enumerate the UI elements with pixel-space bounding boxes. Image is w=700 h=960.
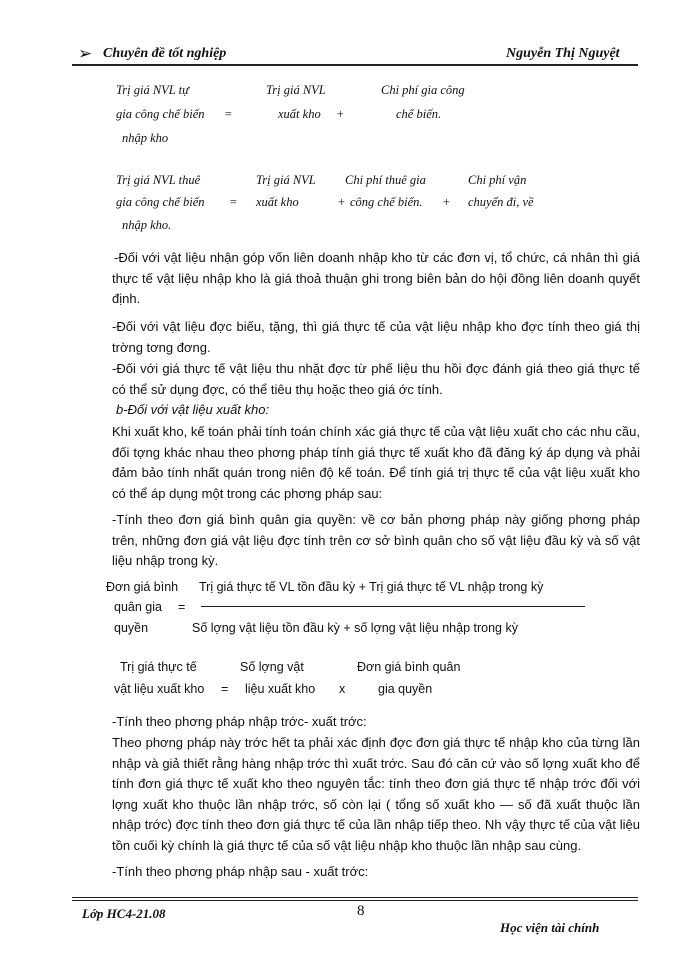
formula-equals: =	[178, 600, 186, 614]
footer-rule	[72, 900, 638, 901]
formula-numerator: Trị giá thực tế VL tồn đầu kỳ + Trị giá thực tế VL nhập trong kỳ	[199, 580, 544, 594]
formula-term: Chi phí gia công	[381, 83, 465, 97]
formula-term: Trị giá NVL	[256, 173, 316, 187]
header-arrow-icon: ➢	[78, 44, 93, 64]
formula-lhs-line: quân gia	[114, 600, 162, 614]
formula-lhs-line: vật liệu xuất kho	[114, 682, 205, 696]
formula-equals: =	[229, 195, 238, 209]
formula-lhs-line: nhập kho.	[122, 218, 172, 232]
formula-equals: =	[224, 107, 233, 121]
paragraph-fifo-heading: -Tính theo phơng pháp nhập trớc- xuất trớc:	[112, 714, 367, 729]
paragraph-binh-quan: -Tính theo đơn giá bình quân gia quyền: về cơ bản phơng pháp này giống phơng pháp trên, những đơn giá vật liệu đợc tính trên cơ sở bình quân cho số vật liệu đầu kỳ và số vật liệu nhập trong kỳ.	[112, 512, 640, 569]
page-number: 8	[357, 903, 365, 919]
formula-equals: =	[221, 682, 229, 696]
formula-term: Trị giá NVL	[266, 83, 326, 97]
formula-lhs-line: gia công chế biến	[116, 107, 205, 121]
header-title: Chuyên đề tốt nghiệp	[103, 46, 227, 61]
formula-term: chuyển đi, về	[468, 195, 534, 209]
formula-lhs-line: gia công chế biến	[116, 195, 205, 209]
formula-term: gia quyền	[378, 682, 433, 696]
formula-term: Đơn giá bình quân	[357, 660, 461, 674]
paragraph-bieu-tang: -Đối với vật liệu đợc biếu, tặng, thì giá thực tế của vật liệu nhập kho đợc tính theo giá thị trờng tơng đơng.	[112, 319, 640, 355]
formula-term: liệu xuất kho	[245, 682, 316, 696]
formula-term: Số lợng vật	[240, 660, 304, 674]
formula-lhs-line: Trị giá NVL thuê	[116, 173, 201, 187]
formula-term: Chi phí vận	[468, 173, 527, 187]
formula-term: xuất kho	[256, 195, 299, 209]
formula-term: công chế biến.	[350, 195, 423, 209]
formula-lhs-line: Trị giá NVL tự	[116, 83, 189, 97]
paragraph-lifo-heading: -Tính theo phơng pháp nhập sau - xuất trớc:	[112, 864, 369, 879]
formula-lhs-line: Trị giá thực tế	[120, 660, 197, 674]
footer-rule	[72, 897, 638, 898]
paragraph-fifo-detail: Theo phơng pháp này trớc hết ta phải xác định đợc đơn giá thực tế nhập kho của từng lần nhập và giả thiết rằng hàng nhập trớc thì xuất trớc. Sau đó căn cứ vào số lợng xuất kho để tính đơn giá thực tế xuất kho theo nguyên tắc: tính theo đơn giá thực tế nhập trớc đối với lợng xuất kho thuộc lần nhập trớc, số còn lại ( tổng số xuất kho — số đã xuất thuộc lần nhập trớc) đợc tính theo đơn giá thực tế của lần nhập tiếp theo. Nh vậy thực tế của vật liệu tồn cuối kỳ chính là giá thực tế của số vật liệu nhập kho thuộc lần nhập sau cùng.	[112, 735, 640, 853]
paragraph-xuat-kho-intro: Khi xuất kho, kế toán phải tính toán chính xác giá thực tế của vật liệu xuất cho các nhu cầu, đối tợng khác nhau theo phơng pháp tính giá thực tế xuất kho đã đăng ký áp dụng và phải đảm bảo tính nhất quán trong niên độ kế toán. Để tính giá trị thực tế của vật liệu xuất kho có thể áp dụng một trong các phơng pháp sau:	[112, 424, 640, 501]
section-heading-xuat-kho: b-Đối với vật liệu xuất kho:	[116, 402, 270, 417]
header-author: Nguyễn Thị Nguyệt	[506, 46, 620, 61]
footer-class: Lớp HC4-21.08	[82, 906, 166, 921]
header-rule	[72, 64, 638, 66]
formula-lhs-line: nhập kho	[122, 131, 169, 145]
formula-denominator: Số lợng vật liệu tồn đầu kỳ + số lợng vật liệu nhập trong kỳ	[192, 621, 518, 635]
formula-term: xuất kho	[278, 107, 321, 121]
formula-plus: +	[442, 195, 451, 209]
paragraph-gop-von: -Đối với vật liệu nhận góp vốn liên doanh nhập kho từ các đơn vị, tổ chức, cá nhân thì giá thực tế vật liệu nhập kho là giá thoả thuận ghi trong biên bản do hội đồng liên doanh quyết định.	[112, 250, 640, 307]
formula-term: chế biến.	[396, 107, 442, 121]
paragraph-phe-lieu: -Đối với giá thực tế vật liệu thu nhặt đợc từ phế liệu thu hồi đợc đánh giá theo giá thực tế có thể sử dụng đợc, có thể tiêu thụ hoặc theo giá ớc tính.	[112, 361, 640, 397]
footer-institution: Học viện tài chính	[500, 920, 600, 935]
formula-plus: +	[337, 195, 346, 209]
formula-lhs-line: quyền	[114, 621, 149, 635]
formula-plus: +	[336, 107, 345, 121]
formula-term: Chi phí thuê gia	[345, 173, 426, 187]
formula-lhs-line: Đơn giá bình	[106, 580, 179, 594]
formula-times: x	[339, 682, 346, 696]
fraction-bar	[201, 606, 585, 607]
